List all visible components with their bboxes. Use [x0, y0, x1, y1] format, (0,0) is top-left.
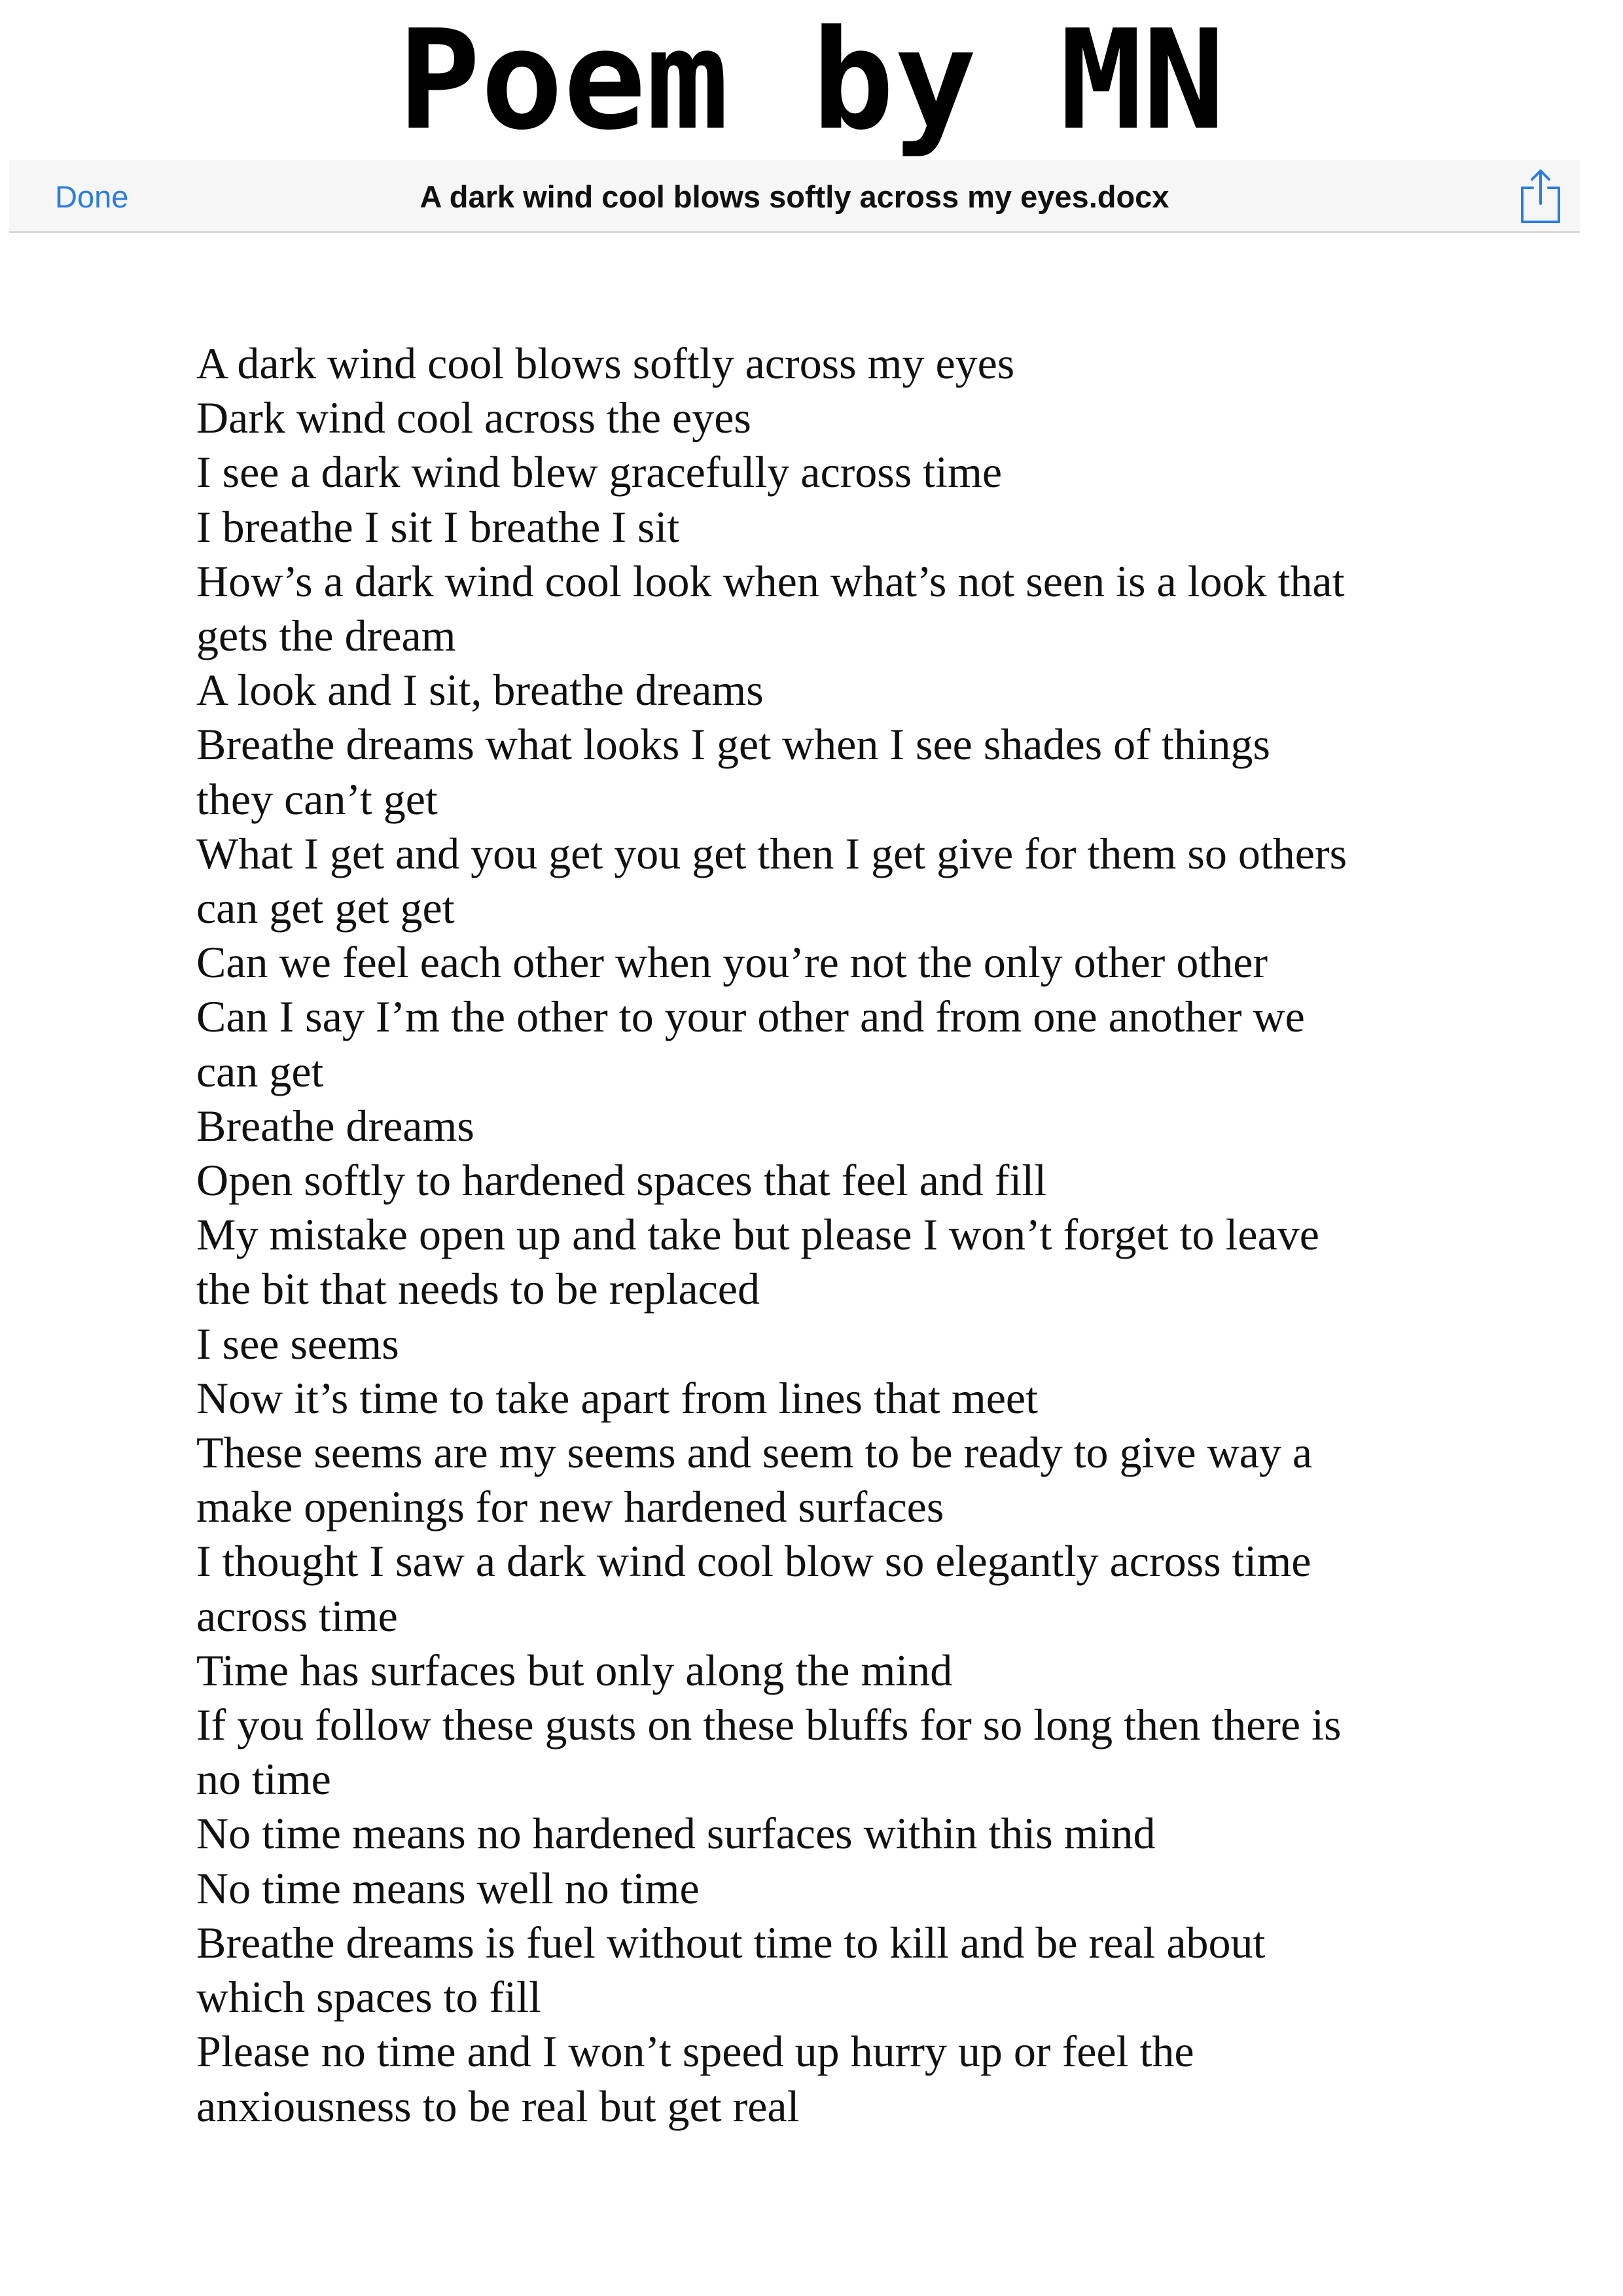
poem-line: across time — [196, 1590, 398, 1641]
poem-line: Can we feel each other when you’re not the only other other — [196, 937, 1268, 988]
poem-line: Breathe dreams is fuel without time to kill and be real about — [196, 1917, 1266, 1967]
poem-line: These seems are my seems and seem to be ready to give way a — [196, 1427, 1313, 1478]
poem-line: My mistake open up and take but please I won’t forget to leave — [196, 1210, 1319, 1260]
poem-line: Please no time and I won’t speed up hurry up or feel the — [196, 2026, 1194, 2077]
poem-line: can get — [196, 1046, 324, 1096]
banner-title: Poem by MN — [397, 0, 1226, 160]
poem-line: Now it’s time to take apart from lines that meet — [196, 1372, 1038, 1423]
share-button[interactable] — [1514, 163, 1567, 228]
poem-line: A look and I sit, breathe dreams — [196, 665, 764, 715]
poem-line: Dark wind cool across the eyes — [196, 393, 751, 443]
document-toolbar — [9, 160, 1580, 233]
poem-line: Open softly to hardened spaces that feel and fill — [196, 1155, 1047, 1206]
poem-line: which spaces to fill — [196, 1972, 541, 2022]
poem-line: No time means no hardened surfaces within this mind — [196, 1808, 1156, 1859]
poem-line: Breathe dreams — [196, 1100, 474, 1151]
poem-line: I see seems — [196, 1318, 399, 1369]
poem-line: they can’t get — [196, 774, 438, 824]
poem-line: How’s a dark wind cool look when what’s not seen is a look that — [196, 556, 1345, 606]
poem-line: Breathe dreams what looks I get when I see shades of things — [196, 719, 1270, 770]
poem-line: If you follow these gusts on these bluffs for so long then there is — [196, 1700, 1342, 1750]
poem-line: Time has surfaces but only along the mind — [196, 1645, 953, 1695]
poem-line: gets the dream — [196, 611, 456, 661]
poem-line: I breathe I sit I breathe I sit — [196, 501, 680, 552]
poem-line: make openings for new hardened surfaces — [196, 1482, 944, 1532]
document-viewer — [0, 233, 1623, 2296]
poem-line: the bit that needs to be replaced — [196, 1264, 760, 1314]
poem-line: A dark wind cool blows softly across my eyes — [196, 338, 1015, 388]
document-title: A dark wind cool blows softly across my eyes.docx — [419, 179, 1169, 214]
done-button[interactable]: Done — [55, 179, 129, 214]
poem-line: I thought I saw a dark wind cool blow so elegantly across time — [196, 1536, 1311, 1587]
poem-line: What I get and you get you get then I get give for them so others — [196, 828, 1347, 878]
poem-line: anxiousness to be real but get real — [196, 2081, 800, 2131]
poem-text — [196, 336, 1479, 2134]
poem-line: Can I say I’m the other to your other and from one another we — [196, 992, 1305, 1042]
poem-line: can get get get — [196, 883, 455, 933]
share-icon — [1514, 163, 1567, 228]
poem-line: no time — [196, 1754, 331, 1804]
poem-line: No time means well no time — [196, 1863, 700, 1913]
poem-line: I see a dark wind blew gracefully across time — [196, 447, 1003, 497]
